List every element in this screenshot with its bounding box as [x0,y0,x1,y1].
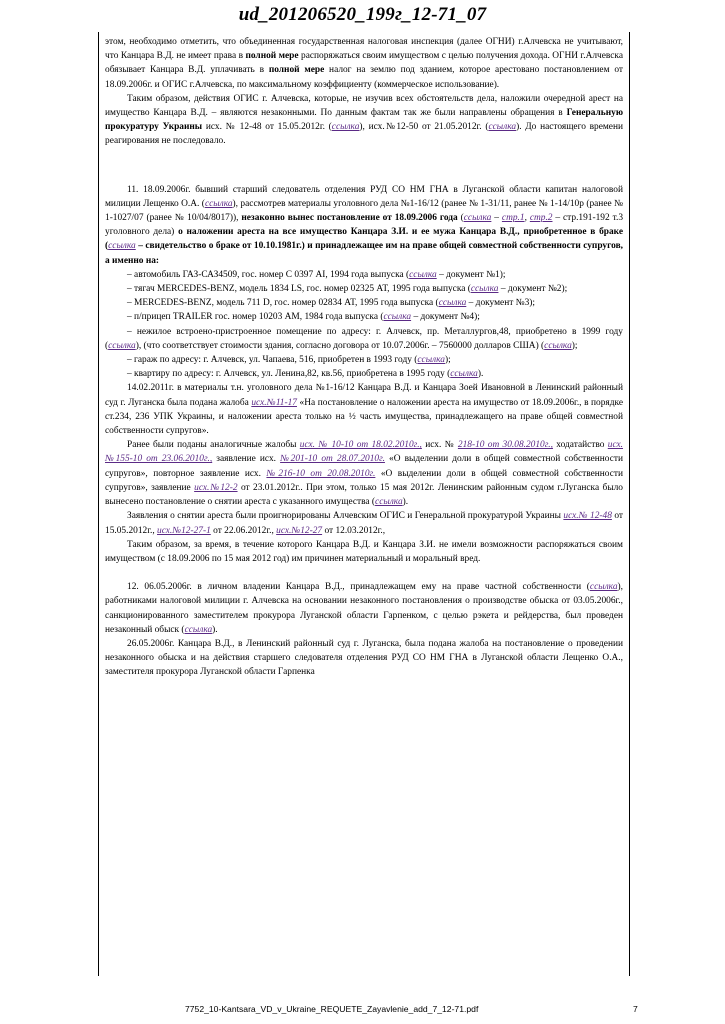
reference-link[interactable]: ссылка [463,213,492,224]
paragraph-ogis-conclusion: Таким образом, действия ОГИС г. Алчевска, которые, не изучив всех обстоятельств дела, наложили очередной арест на имущество Канцара В.Д. – являются незаконными. По данным фактам так же были направлены обращения в Генеральную прокуратуру Украины исх. № 12-48 от 15.05.2012г. (ссылка), исх.№12-50 от 21.05.2012г. (ссылка). До настоящего времени реагирования не последовало. [105,93,624,147]
list-item: – гараж по адресу: г. Алчевск, ул. Чапаева, 516, приобретен в 1993 году (ссылка); [127,355,451,366]
reference-link[interactable]: ссылка [108,340,136,351]
reference-link[interactable]: ссылка [417,355,445,366]
list-item: – нежилое встроено-пристроенное помещение по адресу: г. Алчевск, пр. Металлургов,48, приобретено в 1999 году (ссылка), (что соответствует стоимости здания, согласно договора от 10.07.2006г. – 7560000 долларов США) (ссылка); [105,326,623,351]
reference-link[interactable]: ссылка [544,340,572,351]
list-item: – автомобиль ГАЗ-САЗ4509, гос. номер С 0397 АІ, 1994 года выпуска (ссылка – документ №1); [127,269,506,280]
reference-link[interactable]: ссылка [438,298,467,309]
list-item: – п/прицеп TRAILER гос. номер 10203 АМ, 1984 года выпуска (ссылка – документ №4); [127,312,480,323]
paragraph-prior-complaints: Ранее были поданы аналогичные жалобы исх. № 10-10 от 18.02.2010г., исх. № 218-10 от 30.08.2010г., ходатайство исх.№155-10 от 23.06.2010г., заявление исх. №201-10 от 28.07.2010г. «О выделении доли в общей совместной собственности супругов», повторное заявление исх. №216-10 от 20.08.2010г. «О выделении доли в общей совместной собственности супругов», заявление исх.№12-2 от 23.01.2012г.. При этом, только 15 мая 2012г. Ленинским районным судом г.Луганска было вынесено постановление о снятии ареста с указанного имущества (ссылка). [105,440,623,508]
page-link[interactable]: стр.2 [529,213,553,224]
reference-link[interactable]: №201-10 от 28.07.2010г. [280,454,385,465]
document-body [105,35,623,680]
list-item: – MERCEDES-BENZ, модель 711 D, гос. номер 02834 АТ, 1995 года выпуска (ссылка – документ №3); [127,298,536,309]
spacer [105,169,623,183]
reference-link[interactable]: исх.№12-2 [194,482,238,493]
footer-page-number: 7 [633,1004,638,1014]
list-item: – квартиру по адресу: г. Алчевск, ул. Ленина,82, кв.56, приобретена в 1995 году (ссылка). [127,369,484,380]
paragraph-complaint-2006: 26.05.2006г. Канцара В.Д., в Ленинский районный суд г. Луганска, была подана жалоба на постановление о проведении незаконного обыска и на действия старшего следователя отделения РУД СО НМ ГНА в Луганской области Лещенко О.А., заместителя прокурора Луганской области Гарпенка [105,638,623,678]
paragraph-ignored-applications: Заявления о снятии ареста были проигнорированы Алчевским ОГИС и Генеральной прокуратурой Украины исх.№ 12-48 от 15.05.2012г., исх.№12-27-1 от 22.06.2012г., исх.№12-27 от 12.03.2012г., [105,511,623,536]
reference-link[interactable]: ссылка [375,497,403,508]
reference-link[interactable]: исх.№12-27-1 [157,525,211,536]
reference-link[interactable]: исх.№12-27 [276,525,323,536]
page-link[interactable]: стр.1 [501,213,525,224]
reference-link[interactable]: ссылка [589,582,618,593]
reference-link[interactable]: ссылка [184,624,213,635]
spacer [105,149,623,169]
reference-link[interactable]: исх.№ 12-48 [563,511,612,522]
reference-link[interactable]: ссылка [470,284,499,295]
reference-link[interactable]: ссылка [331,122,360,133]
paragraph-complaint-2011: 14.02.2011г. в материалы т.н. уголовного дела №1-16/12 Канцара В.Д. и Канцара Зоей Ивановной в Ленинский районный суд г. Луганска была подана жалоба исх.№11-17 «На постановление о наложении ареста на имущество от 18.09.2006г., в порядке ст.234, 236 УПК Украины, и наложении ареста только на ½ часть имущества, принадлежащего на праве общей совместной собственности супругов». [105,383,623,437]
footer-filename: 7752_10-Kantsara_VD_v_Ukraine_REQUETE_Zayavlenie_add_7_12-71.pdf [185,1004,479,1014]
document-title: ud_201206520_199г_12-71_07 [238,4,487,25]
spacer [105,566,623,580]
paragraph-item-12: 12. 06.05.2006г. в личном владении Канцара В.Д., принадлежащем ему на праве частной собственности (ссылка), работниками налоговой милиции г. Алчевска на основании незаконного постановления о производстве обыска от 03.05.2006г., санкционированного заместителем прокурора Луганской области Гарпенком, с целью рэкета и рейдерства, был проведен незаконный обыск (ссылка). [105,582,623,635]
reference-link[interactable]: ссылка [409,269,437,280]
reference-link[interactable]: исх.№11-17 [251,397,297,408]
reference-link[interactable]: ссылка [108,241,136,252]
reference-link[interactable]: №216-10 от 20.08.2010г. [266,468,376,479]
paragraph-damage: Таким образом, за время, в течение которого Канцара В.Д. и Канцара З.И. не имели возможности распоряжаться своим имуществом (с 18.09.2006 по 15 мая 2012 год) им причинен материальный и моральный вред. [105,539,623,564]
reference-link[interactable]: 218-10 от 30.08.2010г., [457,440,553,451]
paragraph-item-11: 11. 18.09.2006г. бывший старший следователь отделения РУД СО НМ ГНА в Луганской области капитан налоговой милиции Лещенко О.А. (ссылка), рассмотрев материалы уголовного дела №1-16/12 (ранее № 1-31/11, ранее № 1-14/10р (ранее № 1-1027/07 (ранее № 10/04/8017)), незаконно вынес постановление от 18.09.2006 года (ссылка – стр.1, стр.2 – стр.191-192 т.3 уголовного дела) о наложении ареста на все имущество Канцара З.И. и ее мужа Канцара В.Д., приобретенное в браке (ссылка – свидетельство о браке от 10.10.1981г.) и принадлежащее им на праве общей совместной собственности супругов, а именно на: [105,184,624,266]
reference-link[interactable]: ссылка [450,369,478,380]
reference-link[interactable]: ссылка [488,122,517,133]
list-item: – тягач MERCEDES-BENZ, модель 1834 LS, гос. номер 02325 АТ, 1995 года выпуска (ссылка – документ №2); [127,284,568,295]
reference-link[interactable]: исх. № 10-10 от 18.02.2010г., [299,440,422,451]
reference-link[interactable]: исх.№155-10 от 23.06.2010г., [105,440,623,465]
reference-link[interactable]: ссылка [204,198,233,209]
paragraph-ogni: этом, необходимо отметить, что объединенная государственная налоговая инспекция (далее ОГНИ) г.Алчевска не учитывают, что Канцара В.Д. не имеет права в полной мере распоряжаться своим имуществом с целью получения дохода. ОГНИ г.Алчевска обязывает Канцара В.Д. уплачивать в полной мере налог на землю под зданием, которое арестовано постановлением от 18.09.2006г. и ОГИС г.Алчевска, по максимальному коэффициенту (коммерческое использование). [105,37,623,90]
reference-link[interactable]: ссылка [383,312,412,323]
